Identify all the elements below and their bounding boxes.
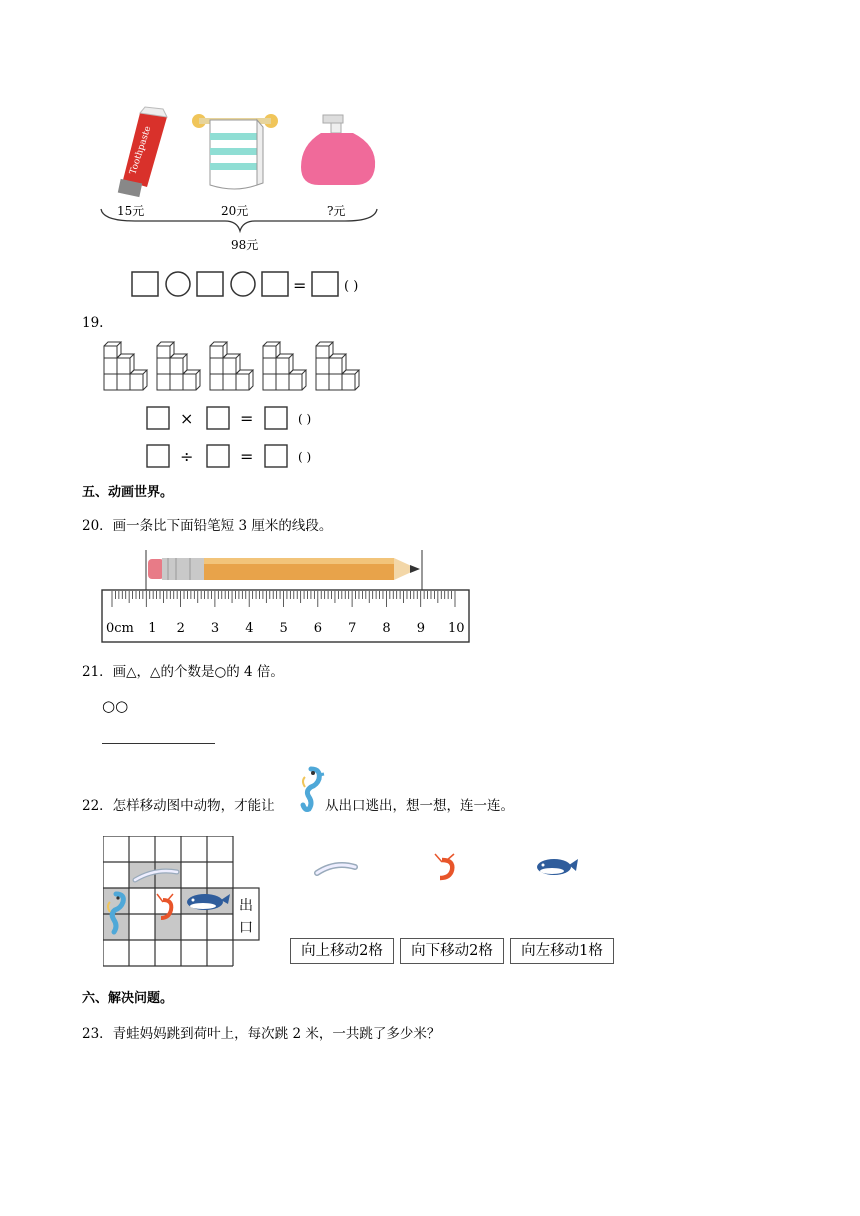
ruler-label: 6 (313, 621, 323, 636)
circle-shapes: ○○ (102, 697, 129, 715)
eel-icon (313, 855, 359, 881)
ruler-label: 9 (416, 621, 425, 636)
towel-icon (192, 114, 278, 189)
move-option-up[interactable]: 向上移动2格 (290, 938, 394, 964)
ruler-label: 3 (210, 621, 220, 636)
ruler-label: 5 (279, 621, 288, 636)
ruler-label: 1 (148, 621, 157, 636)
answer-box (262, 272, 288, 296)
ruler-label: 0cm (106, 621, 134, 636)
pencil-icon (148, 558, 420, 580)
exit-label: 口 (239, 920, 253, 936)
question-text: 20．画一条比下面铅笔短 3 厘米的线段。 (82, 518, 333, 534)
q19-cubes-figure (100, 338, 370, 473)
answer-box (132, 272, 158, 296)
answer-box (197, 272, 223, 296)
ruler-label: 8 (382, 621, 391, 636)
equals-sign: = (293, 276, 307, 295)
multiply-sign: × (180, 409, 194, 428)
move-option-down[interactable]: 向下移动2格 (400, 938, 504, 964)
toothpaste-label: Toothpaste (128, 125, 154, 176)
unit-paren: ( ) (344, 279, 359, 294)
price-label: 15元 (117, 204, 145, 218)
move-option-left[interactable]: 向左移动1格 (510, 938, 614, 964)
question-text: 从出口逃出，想一想，连一连。 (325, 798, 514, 814)
exit-label: 出 (239, 898, 253, 914)
ruler-label: 7 (348, 621, 357, 636)
question-text: 21．画△，△的个数是○的 4 倍。 (82, 664, 284, 680)
price-label: 20元 (221, 204, 249, 218)
section-heading: 五、动画世界。 (82, 485, 174, 500)
equals-sign: = (240, 447, 254, 466)
seahorse-icon (297, 765, 325, 813)
price-label: ?元 (327, 204, 346, 218)
ruler-label: 4 (245, 621, 254, 636)
operator-circle (166, 272, 190, 296)
question-number: 19. (82, 315, 104, 331)
animal-grid-figure (103, 836, 263, 968)
whale-icon (534, 855, 580, 879)
question-text: 23．青蛙妈妈跳到荷叶上，每次跳 2 米，一共跳了多少米？ (82, 1026, 441, 1042)
toothpaste-icon (118, 107, 167, 197)
question-text: 22．怎样移动图中动物，才能让 (82, 798, 275, 814)
ruler-label: 2 (176, 621, 185, 636)
shrimp-icon (432, 852, 460, 882)
total-price: 98元 (231, 238, 259, 252)
answer-box (312, 272, 338, 296)
divide-sign: ÷ (180, 447, 194, 466)
equals-sign: = (240, 409, 254, 428)
section-heading: 六、解决问题。 (82, 991, 174, 1006)
operator-circle (231, 272, 255, 296)
ruler-label: 10 (448, 621, 465, 636)
unit-paren: ( ) (298, 450, 312, 464)
q18-figure (95, 105, 395, 300)
lotion-bottle-icon (301, 115, 375, 185)
answer-line[interactable] (102, 743, 215, 744)
pencil-ruler-figure (100, 550, 474, 645)
unit-paren: ( ) (298, 412, 312, 426)
